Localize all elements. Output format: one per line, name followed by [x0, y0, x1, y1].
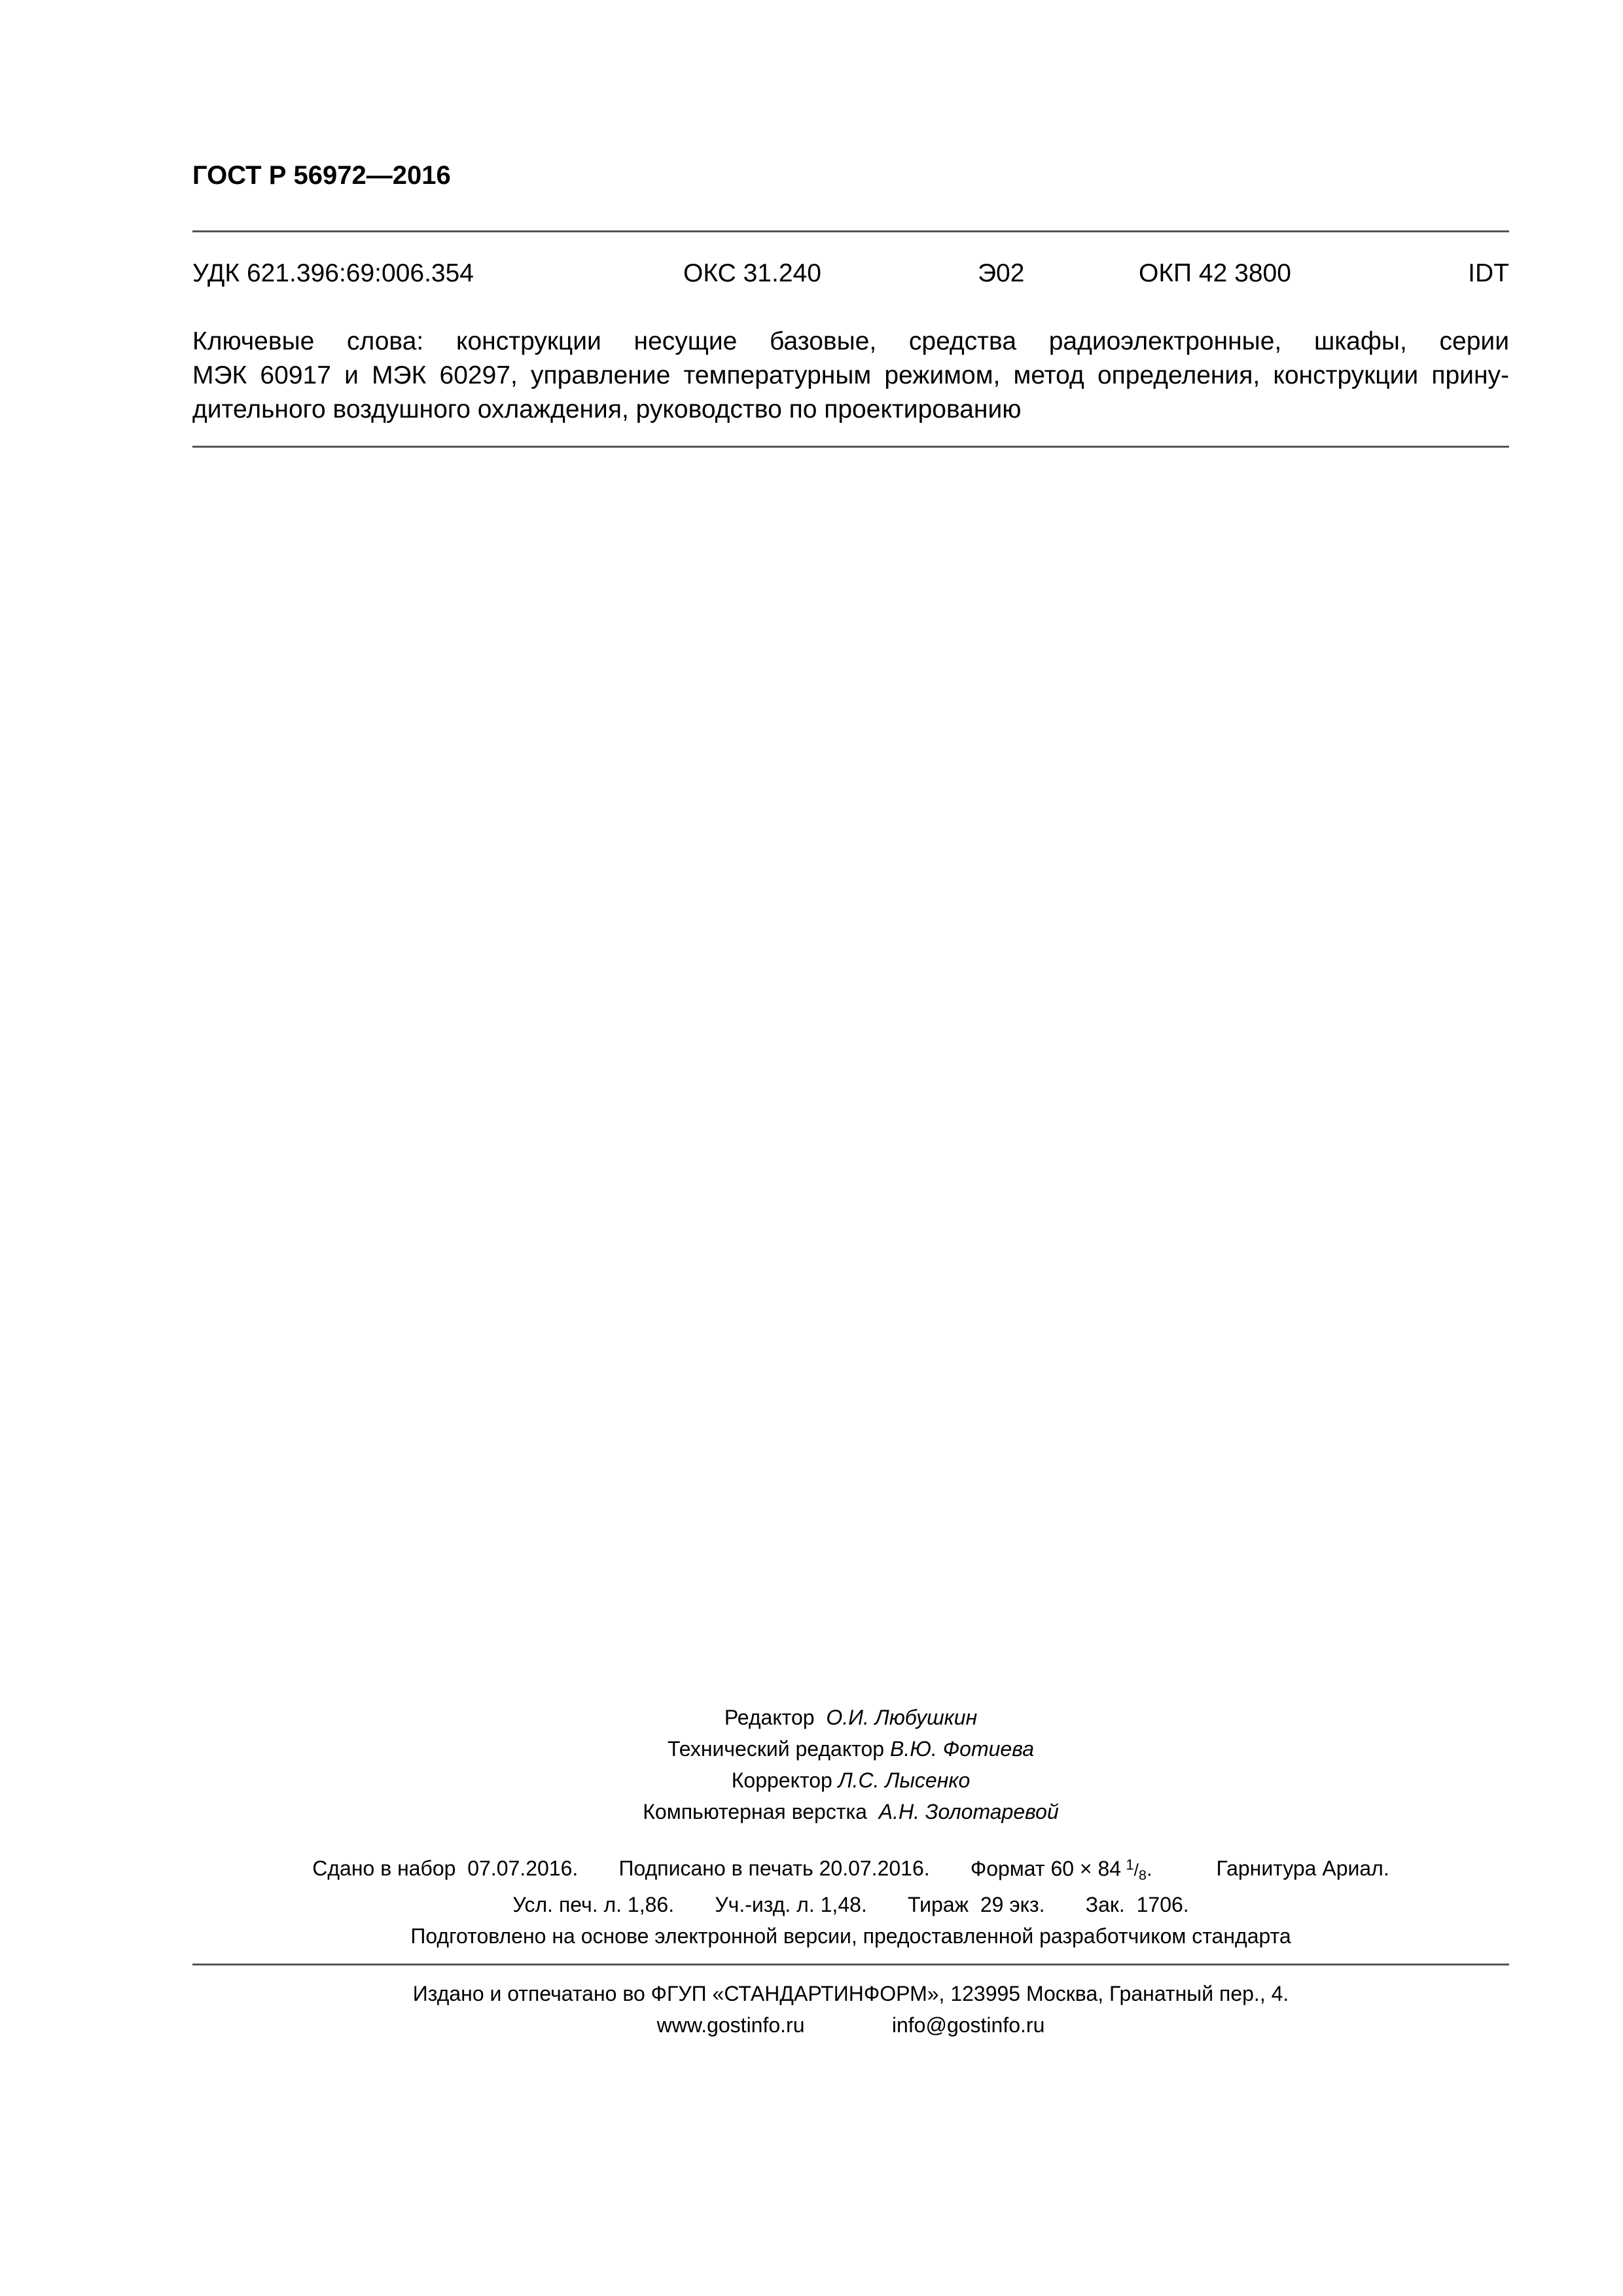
editor-line	[192, 1702, 1509, 1733]
format-denominator: 8	[1138, 1866, 1147, 1883]
format-numerator: 1	[1126, 1856, 1134, 1873]
pub-sheets: Уч.-изд. л. 1,48.	[715, 1893, 867, 1916]
tech-editor-name: В.Ю. Фотиева	[889, 1737, 1034, 1761]
tech-editor-line	[192, 1733, 1509, 1765]
format-info: Формат 60 × 84 $^1/_8$.	[970, 1856, 1152, 1883]
document-code: ГОСТ Р 56972—2016	[192, 161, 451, 190]
corrector-line	[192, 1765, 1509, 1796]
layout-line	[192, 1796, 1509, 1827]
editor-label: Редактор	[724, 1706, 815, 1729]
order-number: Зак. 1706.	[1085, 1893, 1189, 1916]
udk-code: УДК 621.396:69:006.354	[192, 259, 474, 287]
idt-label: IDT	[1468, 259, 1509, 287]
signed-date: Подписано в печать 20.07.2016.	[618, 1856, 930, 1880]
keywords-line-1: Ключевые слова: конструкции несущие базовые, средства радиоэлектронные, шкафы, серии	[192, 327, 1509, 355]
print-sheets: Усл. печ. л. 1,86.	[512, 1893, 675, 1916]
okp-code: ОКП 42 3800	[1139, 259, 1291, 287]
tech-editor-label: Технический редактор	[667, 1737, 885, 1761]
format-fraction: $^1/_8$	[1126, 1856, 1147, 1883]
editor-name: О.И. Любушкин	[826, 1706, 978, 1729]
submitted-date: Сдано в набор 07.07.2016.	[312, 1856, 579, 1880]
publisher-divider	[192, 1964, 1509, 1965]
print-info-line-2	[192, 1893, 1509, 1917]
keywords-paragraph	[192, 325, 1509, 427]
e-code: Э02	[978, 259, 1025, 287]
layout-label: Компьютерная верстка	[643, 1800, 867, 1823]
format-prefix: Формат 60 × 84	[970, 1856, 1122, 1880]
credits-block	[192, 1702, 1509, 1827]
keywords-line-2: МЭК 60917 и МЭК 60297, управление температурным режимом, метод определения, конструкции прину-	[192, 361, 1509, 389]
oks-code: ОКС 31.240	[683, 259, 821, 287]
keywords-line-3: дительного воздушного охлаждения, руководство по проектированию	[192, 395, 1022, 423]
website-link[interactable]: www.gostinfo.ru	[656, 2013, 805, 2037]
corrector-name: Л.С. Лысенко	[838, 1768, 971, 1792]
copies: Тираж 29 экз.	[908, 1893, 1045, 1916]
email-link[interactable]: info@gostinfo.ru	[891, 2013, 1045, 2037]
layout-name: А.Н. Золотаревой	[878, 1800, 1059, 1823]
prepared-note: Подготовлено на основе электронной версии, предоставленной разработчиком стандарта	[410, 1924, 1291, 1948]
print-info-line-1	[192, 1856, 1509, 1884]
corrector-label: Корректор	[731, 1768, 832, 1792]
typeface: Гарнитура Ариал.	[1216, 1856, 1389, 1880]
publisher-line: Издано и отпечатано во ФГУП «СТАНДАРТИНФОРМ», 123995 Москва, Гранатный пер., 4.	[412, 1982, 1289, 2005]
top-divider	[192, 230, 1509, 232]
publisher-contacts	[192, 2013, 1509, 2037]
keywords-divider	[192, 446, 1509, 448]
